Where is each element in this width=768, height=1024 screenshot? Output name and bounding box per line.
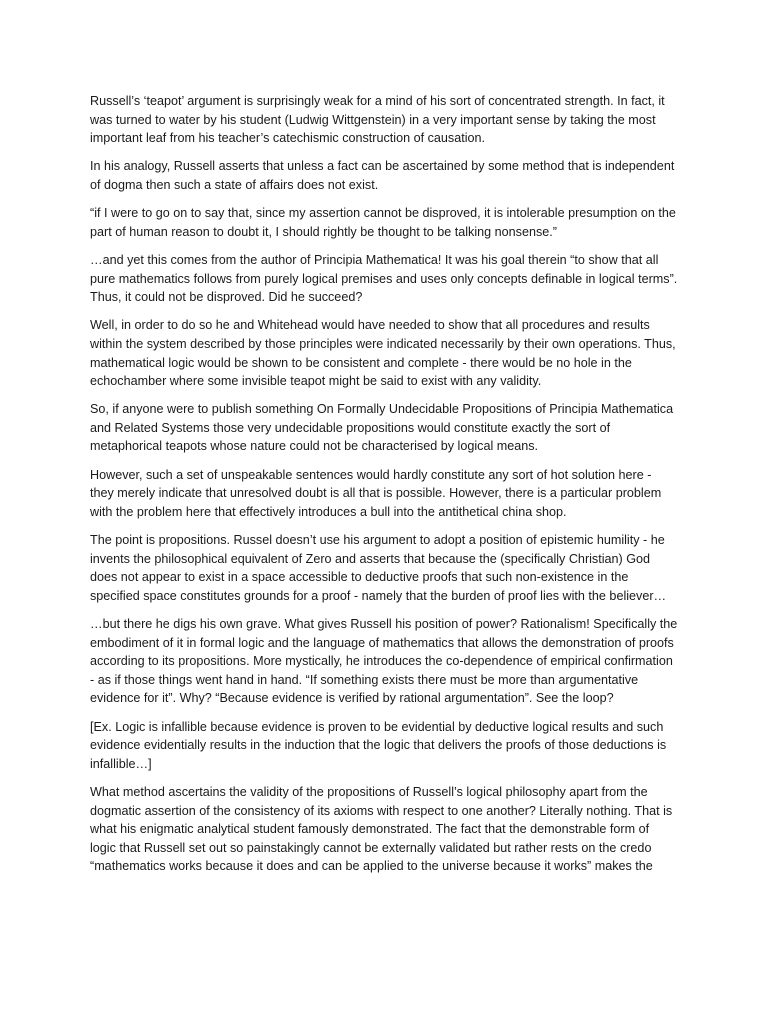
- paragraph: Russell’s ‘teapot’ argument is surprisingly weak for a mind of his sort of concentrated strength. In fact, it was turned to water by his student (Ludwig Wittgenstein) in a very important sense by taking the most important leaf from his teacher’s catechismic construction of causation.: [90, 94, 665, 146]
- paragraph: The point is propositions. Russel doesn’t use his argument to adopt a position of epistemic humility - he invents the philosophical equivalent of Zero and asserts that because the (specifically Christian) God does not appear to exist in a space accessible to deductive proofs that such non-existence in the specified space constitutes grounds for a proof - namely that the burden of proof lies with the believer…: [90, 533, 667, 603]
- paragraph: In his analogy, Russell asserts that unless a fact can be ascertained by some method that is independent of dogma then such a state of affairs does not exist.: [90, 159, 675, 192]
- paragraph: “if I were to go on to say that, since my assertion cannot be disproved, it is intolerable presumption on the part of human reason to doubt it, I should rightly be thought to be talking nonsense.”: [90, 206, 676, 239]
- paragraph: However, such a set of unspeakable sentences would hardly constitute any sort of hot solution here - they merely indicate that unresolved doubt is all that is possible. However, there is a particular problem with the problem here that effectively introduces a bull into the antithetical china shop.: [90, 467, 662, 519]
- paragraph: What method ascertains the validity of the propositions of Russell’s logical philosophy apart from the dogmatic assertion of the consistency of its axioms with respect to one another? Literally nothing. That is what his enigmatic analytical student famously demonstrated. The fact that the demonstrable form of logic that Russell set out so painstakingly cannot be externally validated but rather rests on the credo “mathematics works because it does and can be applied to the universe because it works” makes the: [90, 784, 673, 874]
- paragraph: Well, in order to do so he and Whitehead would have needed to show that all procedures and results within the system described by those principles were indicated necessarily by their own operations. Thus, mathematical logic would be shown to be consistent and complete - there would be no hole in the echochamber where some invisible teapot might be said to exist with any validity.: [90, 318, 676, 389]
- paragraph: …but there he digs his own grave. What gives Russell his position of power? Rationalism! Specifically the embodiment of it in formal logic and the language of mathematics that allows the demonstration of proofs according to its propositions. More mystically, he introduces the co-dependence of empirical confirmation - as if those things went hand in hand. “If something exists there must be more than argumentative evidence for it”. Why? “Because evidence is verified by rational argumentation”. See the loop?: [90, 617, 678, 706]
- paragraph: So, if anyone were to publish something On Formally Undecidable Propositions of Principia Mathematica and Related Systems those very undecidable propositions would constitute exactly the sort of metaphorical teapots whose nature could not be characterised by logical means.: [90, 402, 674, 454]
- document-body: [90, 92, 678, 886]
- paragraph: [Ex. Logic is infallible because evidence is proven to be evidential by deductive logical results and such evidence evidentially results in the induction that the logic that delivers the proofs of those deductions is infallible…]: [90, 719, 667, 771]
- paragraph: …and yet this comes from the author of Principia Mathematica! It was his goal therein “to show that all pure mathematics follows from purely logical premises and uses only concepts definable in logical terms”. Thus, it could not be disproved. Did he succeed?: [90, 252, 678, 305]
